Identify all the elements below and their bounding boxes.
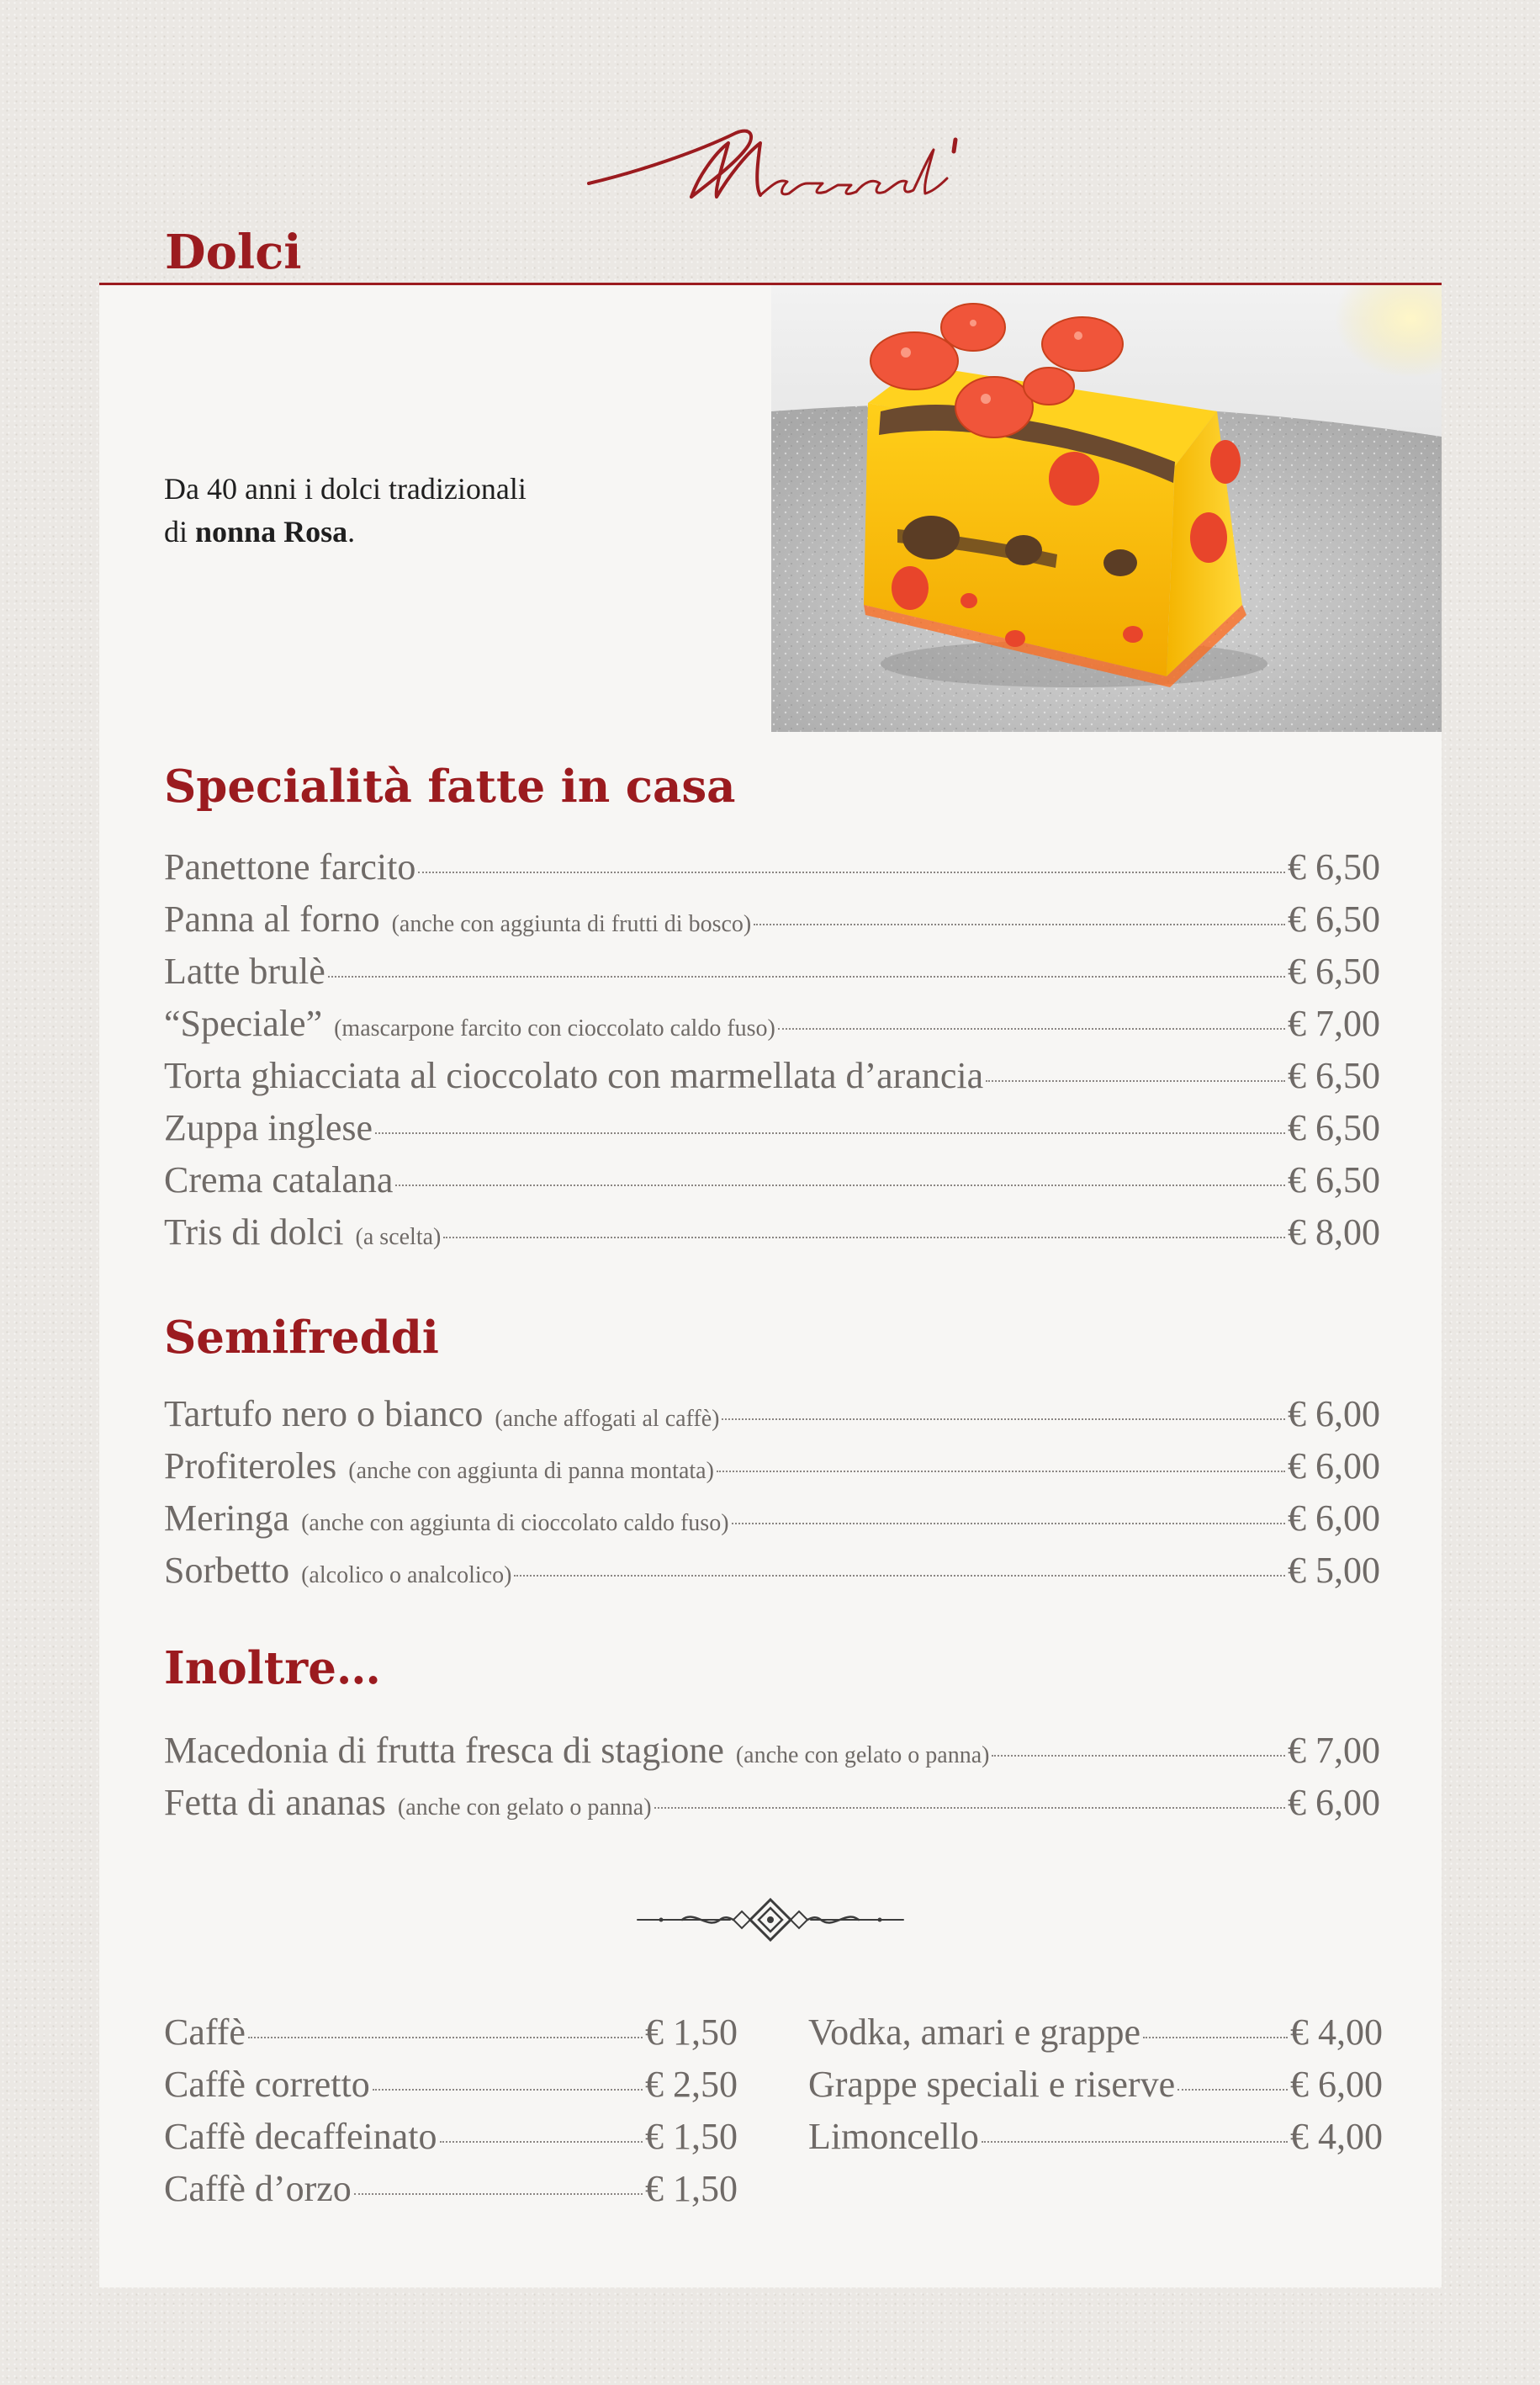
item-name: Tris di dolci: [164, 1211, 344, 1253]
item-name: Caffè: [164, 2011, 246, 2053]
item-name: Caffè decaffeinato: [164, 2116, 437, 2157]
item-price: € 4,00: [1290, 2116, 1383, 2157]
drink-item: [164, 2167, 738, 2219]
dot-leader: [654, 1807, 1285, 1809]
item-price: € 5,00: [1288, 1550, 1380, 1591]
menu-item: [164, 1444, 1380, 1497]
item-name: Sorbetto: [164, 1550, 290, 1591]
drinks-list-left: [164, 2011, 738, 2219]
item-price: € 4,00: [1290, 2011, 1383, 2053]
dot-leader: [986, 1080, 1285, 1082]
item-name: Tartufo nero o bianco: [164, 1393, 484, 1434]
item-price: € 7,00: [1288, 1730, 1380, 1771]
dot-leader: [328, 976, 1285, 978]
menu-list-inoltre: [164, 1729, 1380, 1833]
ornament-divider: [636, 1895, 905, 1945]
page-title: Dolci: [165, 225, 302, 280]
drinks-list-right: [808, 2011, 1383, 2167]
drink-item: [164, 2011, 738, 2063]
section-title-inoltre: Inoltre…: [164, 1642, 381, 1694]
menu-item: [164, 1392, 1380, 1444]
item-name: Panna al forno: [164, 898, 380, 940]
item-price: € 6,00: [1290, 2064, 1383, 2105]
intro-text: [164, 468, 702, 554]
menu-item: [164, 950, 1380, 1002]
item-name: Caffè d’orzo: [164, 2168, 352, 2209]
item-note: (anche con gelato o panna): [397, 1794, 652, 1821]
section-title-semifreddi: Semifreddi: [164, 1312, 439, 1364]
dessert-photo: [771, 285, 1442, 732]
drink-item: [164, 2115, 738, 2167]
dot-leader: [373, 2089, 643, 2091]
dot-leader: [754, 924, 1285, 925]
item-name: Torta ghiacciata al cioccolato con marmellata d’arancia: [164, 1055, 984, 1096]
menu-item: [164, 1781, 1380, 1833]
item-price: € 1,50: [645, 2011, 738, 2053]
item-price: € 6,50: [1288, 898, 1380, 940]
menu-list-specialita: [164, 845, 1380, 1263]
item-note: (anche con gelato o panna): [735, 1742, 990, 1768]
dot-leader: [1177, 2089, 1288, 2091]
dot-leader: [722, 1418, 1285, 1420]
item-name: Panettone farcito: [164, 846, 416, 888]
dot-leader: [1143, 2037, 1288, 2038]
item-price: € 2,50: [645, 2064, 738, 2105]
dot-leader: [248, 2037, 643, 2038]
item-note: (anche con aggiunta di cioccolato caldo fuso): [301, 1510, 729, 1536]
dot-leader: [354, 2193, 643, 2195]
dot-leader: [778, 1028, 1285, 1030]
item-name: Macedonia di frutta fresca di stagione: [164, 1730, 724, 1771]
item-note: (anche con aggiunta di panna montata): [348, 1458, 714, 1484]
item-name: Meringa: [164, 1497, 290, 1539]
item-note: (anche con aggiunta di frutti di bosco): [391, 911, 752, 937]
intro-line-2-suffix: .: [347, 515, 356, 549]
item-price: € 1,50: [645, 2168, 738, 2209]
item-name: Crema catalana: [164, 1159, 394, 1200]
section-title-specialita: Specialità fatte in casa: [164, 761, 736, 813]
item-price: € 6,00: [1288, 1497, 1380, 1539]
item-price: € 6,50: [1288, 1107, 1380, 1148]
dot-leader: [732, 1523, 1285, 1524]
menu-item: [164, 1002, 1380, 1054]
dot-leader: [717, 1471, 1285, 1472]
menu-item: [164, 845, 1380, 898]
dot-leader: [982, 2141, 1288, 2143]
item-price: € 6,00: [1288, 1445, 1380, 1487]
item-price: € 6,50: [1288, 951, 1380, 992]
item-price: € 7,00: [1288, 1003, 1380, 1044]
item-price: € 6,00: [1288, 1393, 1380, 1434]
dot-leader: [514, 1575, 1285, 1577]
item-price: € 1,50: [645, 2116, 738, 2157]
item-name: Zuppa inglese: [164, 1107, 373, 1148]
item-note: (mascarpone farcito con cioccolato caldo fuso): [334, 1015, 775, 1041]
menu-list-semifreddi: [164, 1392, 1380, 1601]
item-price: € 6,50: [1288, 846, 1380, 888]
drink-item: [164, 2063, 738, 2115]
item-name: Vodka, amari e grappe: [808, 2011, 1141, 2053]
item-name: Fetta di ananas: [164, 1782, 386, 1823]
drink-item: [808, 2063, 1383, 2115]
intro-highlight: nonna Rosa: [195, 515, 348, 549]
menu-item: [164, 1497, 1380, 1549]
item-name: “Speciale”: [164, 1003, 323, 1044]
item-note: (anche affogati al caffè): [495, 1406, 720, 1432]
dot-leader: [375, 1132, 1285, 1134]
item-price: € 6,00: [1288, 1782, 1380, 1823]
item-name: Caffè corretto: [164, 2064, 370, 2105]
item-price: € 8,00: [1288, 1211, 1380, 1253]
item-name: Limoncello: [808, 2116, 979, 2157]
intro-line-2-prefix: di: [164, 515, 196, 549]
menu-item: [164, 1549, 1380, 1601]
brand-logo: [580, 101, 967, 219]
drink-item: [808, 2115, 1383, 2167]
item-note: (alcolico o analcolico): [301, 1562, 512, 1588]
menu-item: [164, 1211, 1380, 1263]
drink-item: [808, 2011, 1383, 2063]
item-price: € 6,50: [1288, 1159, 1380, 1200]
item-price: € 6,50: [1288, 1055, 1380, 1096]
dot-leader: [418, 872, 1285, 873]
menu-item: [164, 1729, 1380, 1781]
intro-line-1: Da 40 anni i dolci tradizionali: [164, 472, 527, 506]
item-name: Grappe speciali e riserve: [808, 2064, 1176, 2105]
dot-leader: [395, 1185, 1285, 1186]
dot-leader: [443, 1237, 1285, 1238]
item-name: Latte brulè: [164, 951, 325, 992]
menu-item: [164, 1158, 1380, 1211]
menu-item: [164, 898, 1380, 950]
menu-item: [164, 1106, 1380, 1158]
dot-leader: [992, 1755, 1285, 1757]
item-name: Profiteroles: [164, 1445, 337, 1487]
menu-item: [164, 1054, 1380, 1106]
item-note: (a scelta): [355, 1224, 442, 1250]
dot-leader: [440, 2141, 643, 2143]
